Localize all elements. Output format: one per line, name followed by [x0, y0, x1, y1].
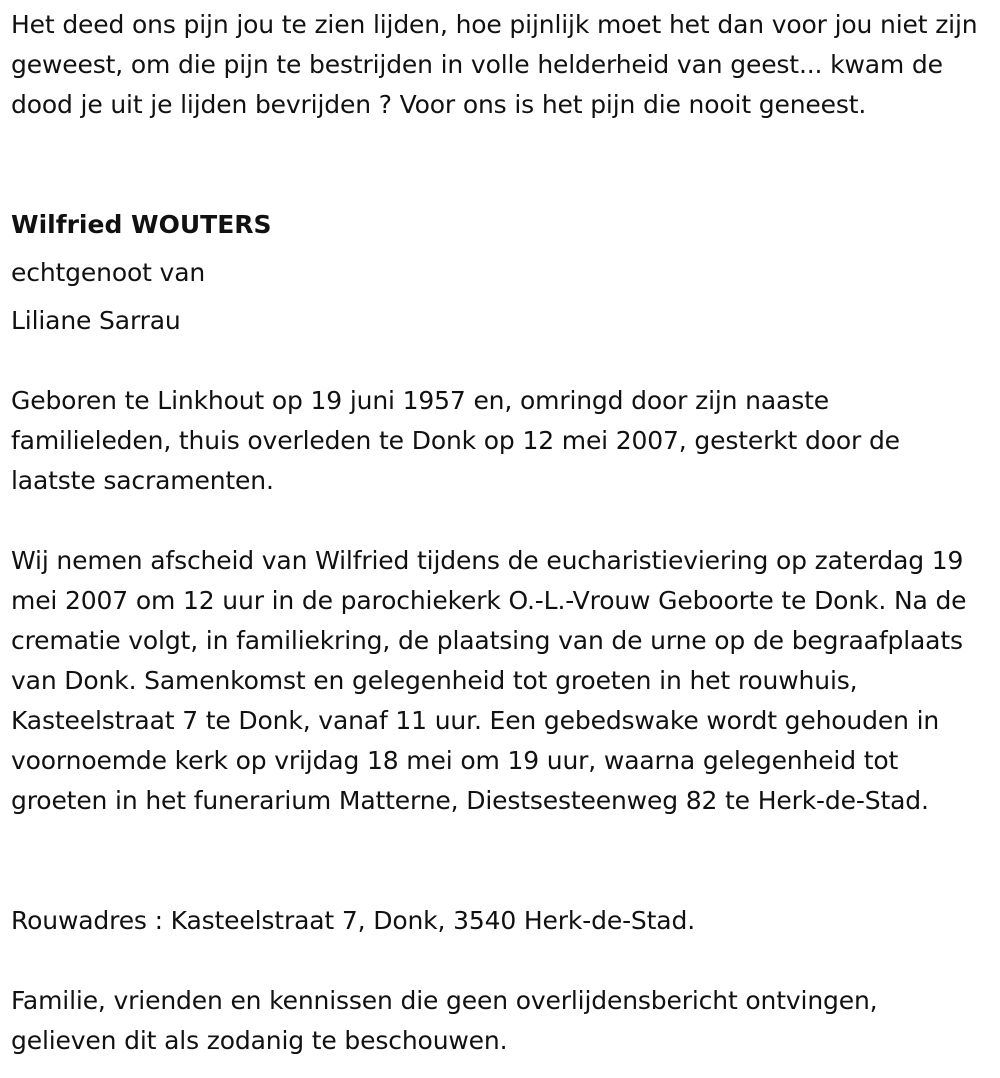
service-paragraph: Wij nemen afscheid van Wilfried tijdens de eucharistieviering op zaterdag 19 mei 2007 om 12 uur in de parochiekerk O.-L.-Vrouw Geboorte te Donk. Na de crematie volgt, in familiekring, de plaatsing van de urne op de begraafplaats van Donk. Samenkomst en gelegenheid tot groeten in het rouwhuis, Kasteelstraat 7 te Donk, vanaf 11 uur. Een gebedswake wordt gehouden in voornoemde kerk op vrijdag 18 mei om 19 uur, waarna gelegenheid tot groeten in het funerarium Matterne, Diestsesteenweg 82 te Herk-de-Stad. — [11, 546, 967, 815]
intro-poem: Het deed ons pijn jou te zien lijden, hoe pijnlijk moet het dan voor jou niet zijn geweest, om die pijn te bestrijden in volle helderheid van geest... kwam de dood je uit je lijden bevrijden ? Voor ons is het pijn die nooit geneest. — [11, 10, 978, 119]
mourning-address: Rouwadres : Kasteelstraat 7, Donk, 3540 Herk-de-Stad. — [11, 906, 695, 935]
birth-death-paragraph: Geboren te Linkhout op 19 juni 1957 en, omringd door zijn naaste familieleden, thuis overleden te Donk op 12 mei 2007, gesterkt door de laatste sacramenten. — [11, 386, 900, 495]
spouse-name: Liliane Sarrau — [11, 306, 181, 335]
spouse-label: echtgenoot van — [11, 258, 206, 287]
deceased-name: Wilfried WOUTERS — [11, 210, 272, 239]
closing-notice: Familie, vrienden en kennissen die geen overlijdensbericht ontvingen, gelieven dit als zodanig te beschouwen. — [11, 986, 878, 1055]
